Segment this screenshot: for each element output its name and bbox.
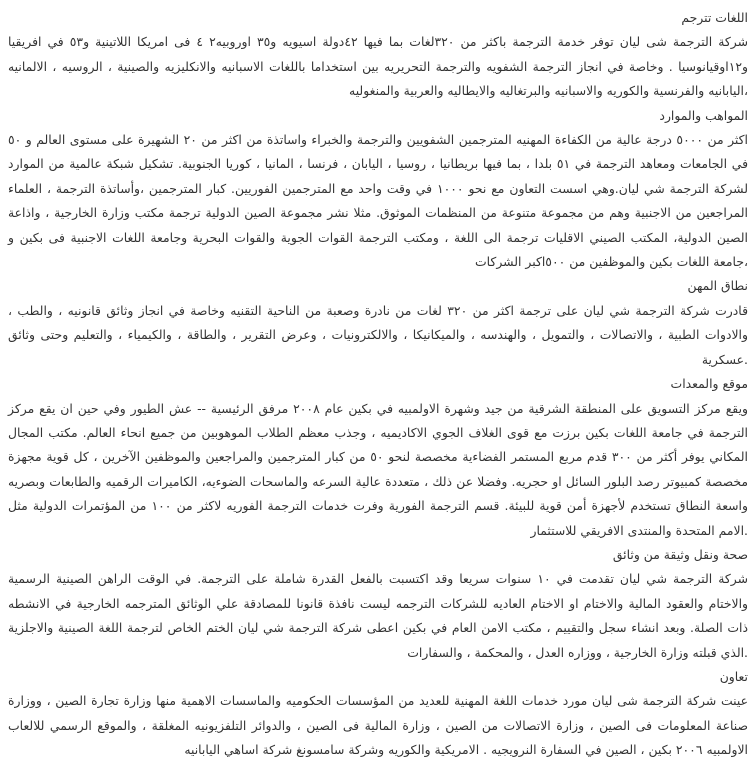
section-heading: نطاق المهن: [687, 278, 748, 294]
section-heading: موقع والمعدات: [670, 376, 748, 392]
section-document-validity: [8, 543, 748, 665]
section-paragraph: شركة الترجمة شي ليان تقدمت في ١٠ سنوات سريعا وقد اكتسبت بالفعل القدرة شاملة على الترجمة. في الوقت الراهن الصينية الرسمية والاختام والعقود المالية والاختام او الاختام العاديه للشركات الترجمه ليست نافذة قانونا للمصادقة علي الوثائق المترجمه الخارجية في الانشطه ذات الصلة. وبعد انشاء سجل والتقييم ، مكتب الامن العام في بكين اعطى شركة الترجمة شي ليان الختم الخاص لترجمة اللغة الصينية والاجلزية .الذي قبلته وزارة الخارجية ، ووزاره العدل ، والمحكمة ، والسفارات: [8, 571, 748, 660]
section-paragraph: عينت شركة الترجمة شى ليان مورد خدمات اللغة المهنية للعديد من المؤسسات الحكوميه والماسسات الاهمية منها وزارة تجارة الصين ، ووزارة صناعة المعلومات فى الصين ، وزارة الاتصالات من الصين ، وزارة المالية فى الصين ، والدوائر التلفزيونيه المغلقة ، والموقع الرسمي للالعاب الاولمبيه ٢٠٠٦ بكين ، الصين في السفارة النرويجيه . الامريكية والكوريه وشركة سامسونغ شركة اساهي اليابانيه: [8, 693, 748, 758]
section-heading: اللغات تترجم: [681, 10, 748, 25]
section-cooperation: [8, 665, 748, 763]
section-heading: تعاون: [719, 668, 748, 684]
section-languages: [8, 6, 748, 104]
section-paragraph: شركة الترجمة شى ليان توفر خدمة الترجمة باكثر من ٣٢٠لغات بما فيها ٤٢دولة اسيويه و٣٥ اوروبيه٢ ٤ فى امريكا اللاتينية و٥٣ في افريقيا و١٢اوقيانوسيا . وخاصة في انجاز الترجمة الشفويه والترجمة التحريريه بين استخداما باللغات الاسبانيه والانكليزيه والصينية ، الروسيه ، الالمانيه ،اليابانيه والفرنسية والكوريه والاسبانيه والبرتغاليه والايطاليه والعربية والمنغوليه: [8, 34, 748, 99]
section-paragraph: اكثر من ٥٠٠٠ درجة عالية من الكفاءة المهنيه المترجمين الشفويين والترجمة والخبراء واساتذة من اكثر من ٢٠ الشهيرة على مستوى العالم و ٥٠ في الجامعات ومعاهد الترجمة في ٥١ بلدا ، بما فيها بريطانيا ، روسيا ، اليابان ، فرنسا ، المانيا ، كوريا الجنوبية. تشكيل شبكة عالمية من الموارد لشركة الترجمة شي ليان.وهي اسست التعاون مع نحو ١٠٠٠ في وقت واحد مع المترجمين الفوريين. كبار المترجمين ،وأساتذة الترجمة ، العلماء المراجعين من الاجنبية وهم من مجموعة متنوعة من المنظمات الموثوق. مثلا نشر مجموعة الصين الدولية ترجمة مكتب وزارة الخارجية ، واذاعة الصين الدولية، المكتب الصيني الاقليات ترجمة الى اللغة ، ومكتب الترجمة القوات الجوية والقوات البحرية وجامعة اللغات الاجنبية فى بكين و ،جامعة اللغات بكين والموظفين من ٥٠٠اكبر الشركات: [8, 132, 749, 270]
section-location-equipment: [8, 372, 748, 543]
section-scope: [8, 274, 748, 372]
section-heading: المواهب والموارد: [659, 107, 748, 123]
section-talent-resources: [8, 104, 748, 275]
section-heading: صحة ونقل وثيقة من وثائق: [612, 546, 748, 562]
section-paragraph: ويقع مركز التسويق على المنطقة الشرقية من جيد وشهرة الاولمبيه في بكين عام ٢٠٠٨ مرفق الرئيسية -- عش الطيور وفي حين ان يقع مركز الترجمة في جامعة اللغات بكين برزت مع قوى الغلاف الجوي الاكاديميه ، وجذب معظم الطلاب الموهوبين من جميع انحاء العالم. مكتب المجال المكاني يوفر أكثر من ٣٠٠ قدم مربع المستمر الفضاءية مخصصة لنحو ٥٠ من كبار المترجمين والمراجعين والموظفين الآخرين ، كل قوية مجهزة مخصصة كمبيوتر رصد البلور السائل او حجريه. وفضلا عن ذلك ، متعددة عالية السرعه والماسحات الضوءيه، الكاميرات الرقميه والطابعات وبصريه واسعة النطاق تستخدم لأجهزة أمن قوية للبيئة. قسم الترجمة الفورية وفرت خدمات الترجمة الفوريه لاكثر من ١٠٠ من المؤتمرات الدولية مثل .الامم المتحدة والمنتدى الافريقي للاستثمار: [8, 400, 748, 538]
section-paragraph: قادرت شركة الترجمة شي ليان على ترجمة اكثر من ٣٢٠ لغات من نادرة وصعبة من الناحية التقنيه وخاصة في انجاز وثائق قانونيه ، والطب ، والادوات الطبية ، والاتصالات ، والتمويل ، والهندسه ، والميكانيكا ، والالكترونيات ، وعرض التقرير ، والطاقة ، والكيمياء ، والتعليم وحتى وثائق .عسكرية: [8, 302, 748, 367]
